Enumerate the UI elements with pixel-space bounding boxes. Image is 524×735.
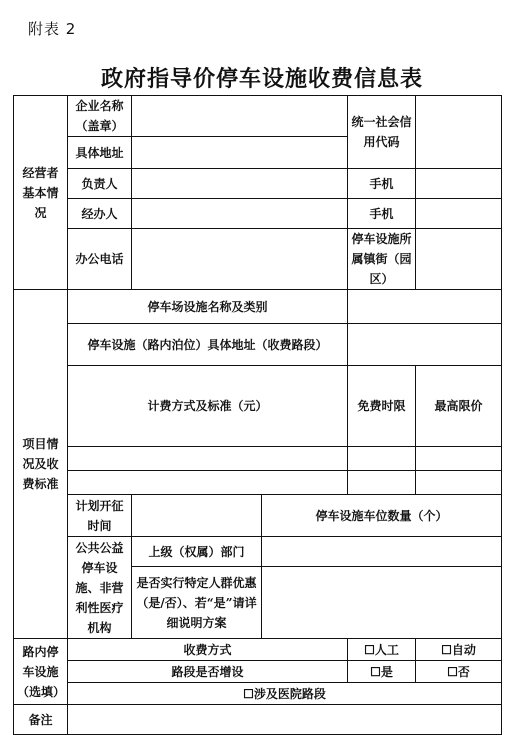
person-in-charge-label: 负责人 (68, 169, 132, 199)
mobile-cell-1[interactable] (416, 169, 502, 199)
onstreet-section-label: 路内停车设施（选填） (14, 639, 68, 705)
charge-method-label: 收费方式 (68, 639, 348, 661)
planned-start-label: 计划开征时间 (68, 495, 132, 537)
special-discount-label: 是否实行特定人群优惠（是/否）、若“是”请详细说明方案 (132, 567, 262, 639)
superior-dept-cell[interactable] (262, 537, 502, 567)
credit-code-cell[interactable] (416, 96, 502, 169)
hospital-road-checkbox[interactable]: ☐涉及医院路段 (68, 683, 502, 705)
planned-start-cell[interactable] (132, 495, 262, 537)
operator-section-label: 经营者基本情况 (14, 96, 68, 290)
mobile-cell-2[interactable] (416, 199, 502, 229)
address-cell[interactable] (132, 137, 348, 169)
handler-cell[interactable] (132, 199, 348, 229)
facility-name-type-cell[interactable] (348, 290, 502, 324)
office-phone-cell[interactable] (132, 229, 348, 290)
person-in-charge-cell[interactable] (132, 169, 348, 199)
town-street-label: 停车设施所属镇街（园区） (348, 229, 416, 290)
free-time-cell-2[interactable] (348, 471, 416, 495)
address-label: 具体地址 (68, 137, 132, 169)
fee-method-cell-2[interactable] (68, 471, 348, 495)
remarks-cell[interactable] (68, 705, 502, 735)
max-price-cell-2[interactable] (416, 471, 502, 495)
town-street-cell[interactable] (416, 229, 502, 290)
mobile-label-2: 手机 (348, 199, 416, 229)
company-name-label: 企业名称（盖章） (68, 96, 132, 137)
mobile-label-1: 手机 (348, 169, 416, 199)
facility-name-type-label: 停车场设施名称及类别 (68, 290, 348, 324)
credit-code-label: 统一社会信用代码 (348, 96, 416, 169)
facility-address-label: 停车设施（路内泊位）具体地址（收费路段） (68, 324, 348, 366)
fee-method-standard-header: 计费方式及标准（元） (68, 366, 348, 447)
automatic-checkbox[interactable]: ☐自动 (416, 639, 502, 661)
project-section-label: 项目情况及收费标准 (14, 290, 68, 639)
special-discount-cell[interactable] (262, 567, 502, 639)
fee-info-form (13, 95, 502, 735)
remarks-label: 备注 (14, 705, 68, 735)
yes-checkbox[interactable]: ☐是 (348, 661, 416, 683)
fee-method-cell-1[interactable] (68, 447, 348, 471)
space-count-label: 停车设施车位数量（个） (262, 495, 502, 537)
manual-checkbox[interactable]: ☐人工 (348, 639, 416, 661)
no-checkbox[interactable]: ☐否 (416, 661, 502, 683)
superior-dept-label: 上级（权属）部门 (132, 537, 262, 567)
facility-address-cell[interactable] (348, 324, 502, 366)
document-title: 政府指导价停车设施收费信息表 (100, 66, 423, 92)
handler-label: 经办人 (68, 199, 132, 229)
free-time-cell-1[interactable] (348, 447, 416, 471)
office-phone-label: 办公电话 (68, 229, 132, 290)
free-time-header: 免费时限 (348, 366, 416, 447)
public-welfare-label: 公共公益停车设施、非营利性医疗机构 (68, 537, 132, 639)
attachment-label: 附表 2 (28, 20, 77, 38)
is-new-section-label: 路段是否增设 (68, 661, 348, 683)
max-price-header: 最高限价 (416, 366, 502, 447)
company-name-cell[interactable] (132, 96, 348, 137)
max-price-cell-1[interactable] (416, 447, 502, 471)
